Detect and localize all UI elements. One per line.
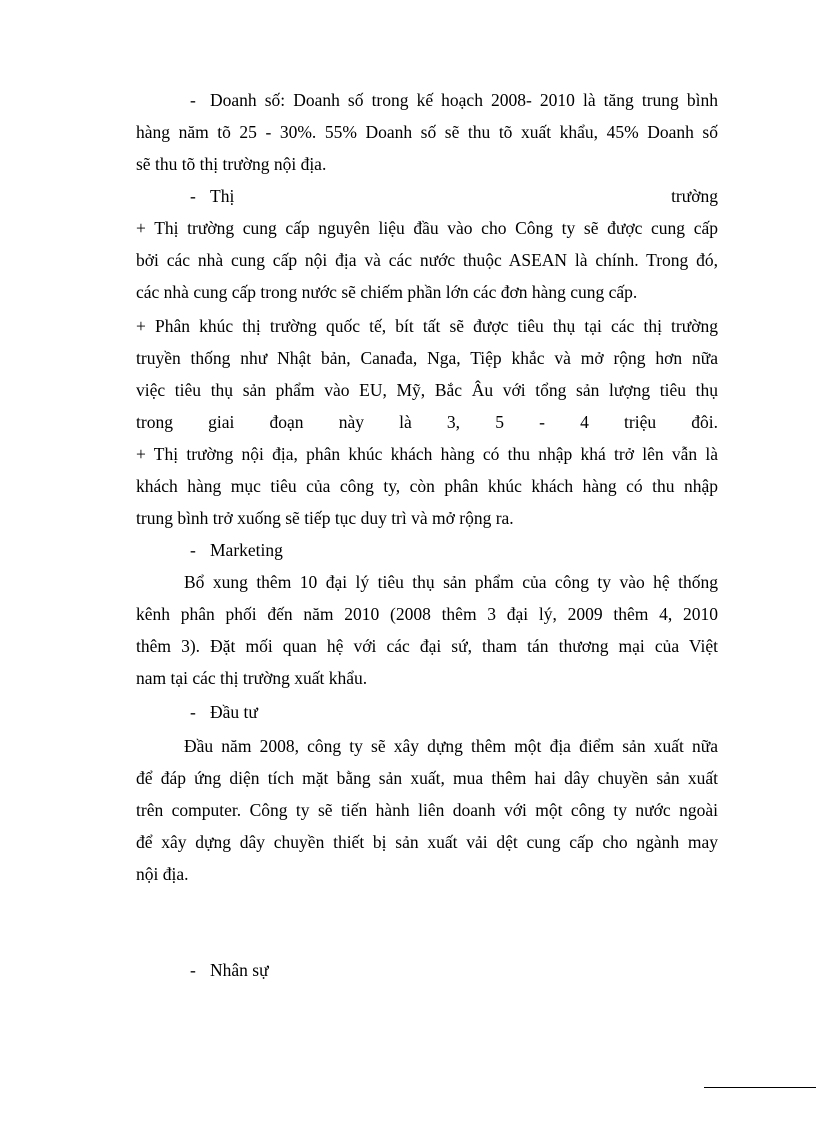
thi-truong-label-left: Thị (210, 186, 235, 206)
thi-truong-line-7: trong giai đoạn này là 3, 5 - 4 triệu đôi. (136, 412, 718, 432)
doanh-so-line-3: sẽ thu tõ thị trường nội địa. (136, 154, 327, 174)
marketing-line-1: Bổ xung thêm 10 đại lý tiêu thụ sản phẩm của công ty vào hệ thống (184, 572, 718, 592)
marketing-heading-text: Marketing (210, 540, 283, 560)
thi-truong-line-3: các nhà cung cấp trong nước sẽ chiếm phần lớn các đơn hàng cung cấp. (136, 282, 638, 302)
nhan-su-heading (190, 958, 718, 982)
bullet-dash: - (190, 702, 196, 722)
thi-truong-line-6: việc tiêu thụ sản phẩm vào EU, Mỹ, Bắc Âu với tổng sản lượng tiêu thụ (136, 380, 718, 400)
nhan-su-heading-text: Nhân sự (210, 960, 269, 980)
doanh-so-text-1: Doanh số: Doanh số trong kế hoạch 2008- 2010 là tăng trung bình (210, 90, 718, 110)
thi-truong-line-8: + Thị trường nội địa, phân khúc khách hàng có thu nhập khá trở lên vẫn là (136, 444, 718, 464)
bullet-dash: - (190, 186, 196, 206)
dau-tu-heading (190, 700, 718, 724)
marketing-line-3: thêm 3). Đặt mối quan hệ với các đại sứ, tham tán thương mại của Việt (136, 636, 718, 656)
doanh-so-line-2: hàng năm tõ 25 - 30%. 55% Doanh số sẽ thu tõ xuất khẩu, 45% Doanh số (136, 122, 718, 142)
bullet-dash: - (190, 960, 196, 980)
dau-tu-heading-text: Đầu tư (210, 702, 258, 722)
dau-tu-line-2: để đáp ứng diện tích mặt bằng sản xuất, mua thêm hai dây chuyền sản xuất (136, 768, 718, 788)
marketing-heading (190, 538, 718, 562)
doanh-so-line-1 (190, 88, 718, 112)
dau-tu-line-3: trên computer. Công ty sẽ tiến hành liên doanh với một công ty nước ngoài (136, 800, 718, 820)
thi-truong-line-10: trung bình trở xuống sẽ tiếp tục duy trì và mở rộng ra. (136, 508, 514, 528)
bullet-dash: - (190, 90, 196, 110)
thi-truong-line-1: + Thị trường cung cấp nguyên liệu đầu vào cho Công ty sẽ được cung cấp (136, 218, 718, 238)
thi-truong-line-4: + Phân khúc thị trường quốc tế, bít tất sẽ được tiêu thụ tại các thị trường (136, 316, 718, 336)
dau-tu-line-4: để xây dựng dây chuyền thiết bị sản xuất vải dệt cung cấp cho ngành may (136, 832, 718, 852)
bullet-dash: - (190, 540, 196, 560)
footnote-separator (704, 1087, 816, 1088)
thi-truong-line-9: khách hàng mục tiêu của công ty, còn phân khúc khách hàng có thu nhập (136, 476, 718, 496)
dau-tu-line-1: Đầu năm 2008, công ty sẽ xây dựng thêm một địa điểm sản xuất nữa (184, 736, 718, 756)
thi-truong-heading (190, 184, 718, 208)
dau-tu-line-5: nội địa. (136, 864, 189, 884)
thi-truong-label-right: trường (671, 186, 718, 206)
thi-truong-line-5: truyền thống như Nhật bản, Canađa, Nga, Tiệp khắc và mở rộng hơn nữa (136, 348, 718, 368)
marketing-line-4: nam tại các thị trường xuất khẩu. (136, 668, 368, 688)
thi-truong-line-2: bởi các nhà cung cấp nội địa và các nước thuộc ASEAN là chính. Trong đó, (136, 250, 718, 270)
marketing-line-2: kênh phân phối đến năm 2010 (2008 thêm 3 đại lý, 2009 thêm 4, 2010 (136, 604, 718, 624)
